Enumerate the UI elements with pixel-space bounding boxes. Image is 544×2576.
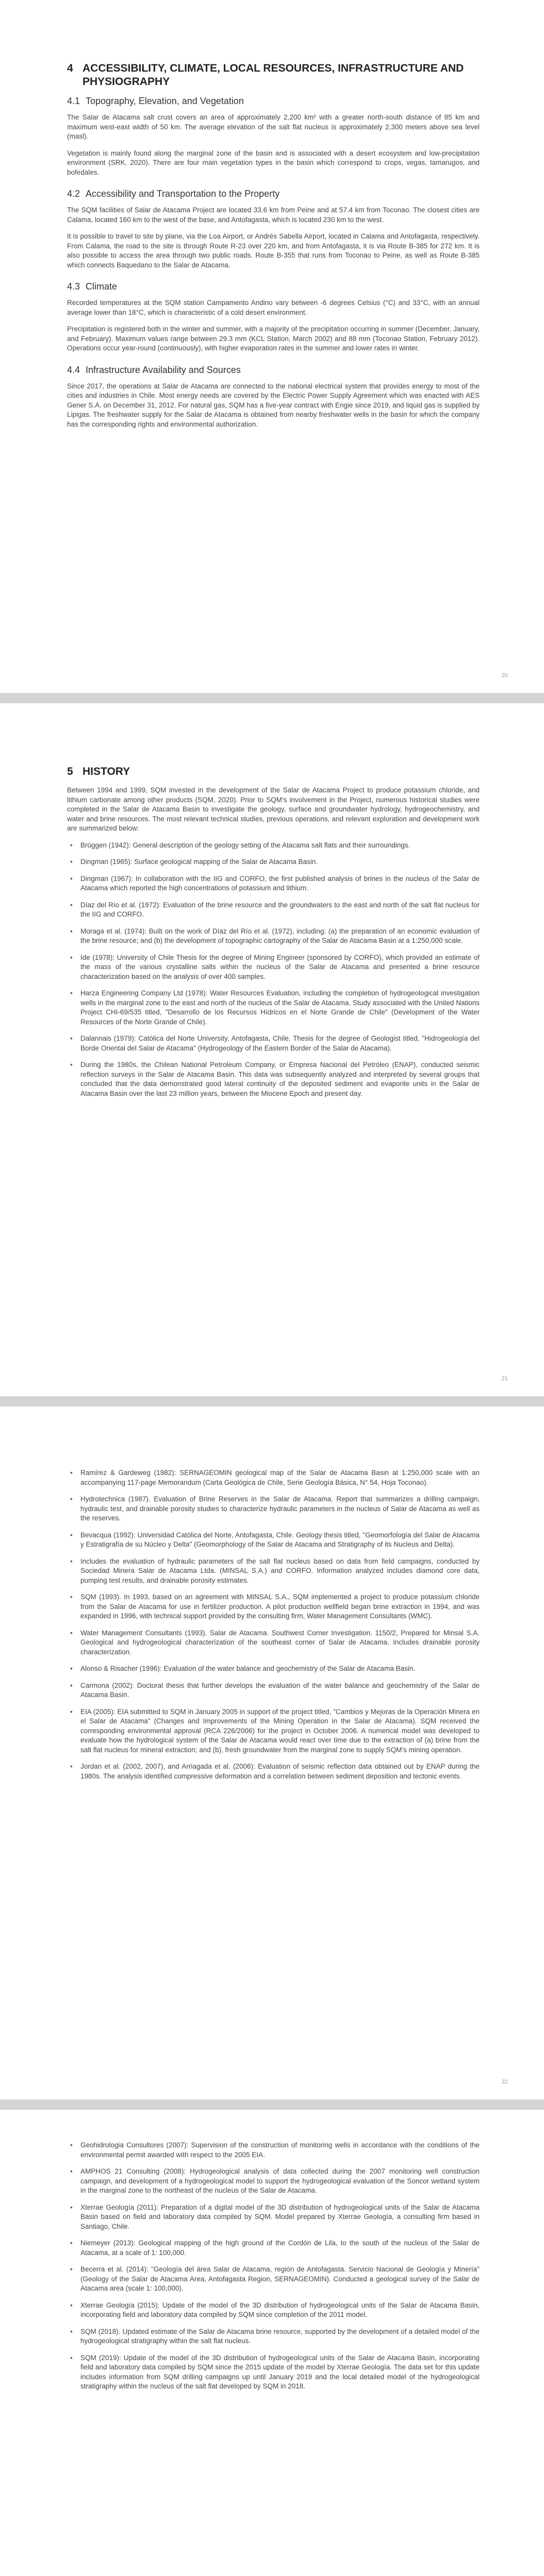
list-item: • Carmona (2002): Doctoral thesis that further develops the evaluation of the water balance and geochemistry of the Salar de Atacama Basin. xyxy=(67,1681,480,1700)
subsection-number: 4.3 xyxy=(67,281,80,292)
list-item: • Moraga et al. (1974): Built on the work of Díaz del Río et al. (1972), including: (a) the preparation of an economic evaluation of the brine resource; and (b) the development of topographic cartography of the Salar de Atacama Basin at a 1:250,000 scale. xyxy=(67,927,480,946)
subsection-number: 4.1 xyxy=(67,96,80,106)
document-page-1 xyxy=(0,0,544,693)
section-4-heading xyxy=(67,62,480,89)
paragraph: Between 1994 and 1999, SQM invested in the development of the Salar de Atacama Project to produce potassium chloride, and lithium carbonate among other products (SQM, 2020). Prior to SQM's involvement in the Project, numerous historical studies were completed in the Salar de Atacama Basin to investigate the geology, surface and groundwater hydrology, hydrogeochemistry, and water and brine resources. The most relevant technical studies, previous operations, and relevant exploration and development work are summarized below: xyxy=(67,786,480,832)
subsection-title: Climate xyxy=(86,281,118,292)
list-item: • Niemeyer (2013): Geological mapping of the high ground of the Cordón de Lila, to the south of the nucleus of the Salar de Atacama, at a scale of 1: 100,000. xyxy=(67,2239,480,2258)
paragraph: Recorded temperatures at the SQM station Campamento Andino vary between -6 degrees Celsius (°C) and 33°C, with an annual average lower than 18°C, which is characteristic of a cold desert environment. xyxy=(67,299,480,316)
document-page-4 xyxy=(0,2110,544,2576)
list-item: • AMPHOS 21 Consulting (2008): Hydrogeological analysis of data collected during the 2007 monitoring well construction campaign, and development of a hydrogeological model to support the hydrogeological evaluation of the Soncor wetland system in the marginal zone to the northeast of the nucleus of the Salar de Atacama. xyxy=(67,2167,480,2196)
list-item: • Dingman (1967): In collaboration with the IIG and CORFO, the first published analysis of brines in the nucleus of the Salar de Atacama which reported the high concentrations of potassium and lithium. xyxy=(67,874,480,893)
section-4-title: ACCESSIBILITY, CLIMATE, LOCAL RESOURCES, INFRASTRUCTURE AND PHYSIOGRAPHY xyxy=(83,62,464,88)
list-item: • Dalannais (1979): Católica del Norte University, Antofagasta, Chile. Thesis for the degree of Geologist titled, "Hidrogeología del Borde Oriental del Salar de Atacama" (Hydrogeology of the Eastern Border of the Salar de Atacama). xyxy=(67,1034,480,1053)
paragraph: Since 2017, the operations at Salar de Atacama are connected to the national electrical system that provides energy to most of the cities and industries in Chile. Most energy needs are covered by the Electric Power Supply Agreement which was enacted with AES Gener S.A. on December 31, 2012. For natural gas, SQM has a five-year contract with Engie since 2019, and liquid gas is supplied by Lipigas. The freshwater supply for the Salar de Atacama is obtained from nearby freshwater wells in the basin for which the company has the corresponding rights and environmental authorization. xyxy=(67,382,480,428)
list-item: • Becerra et al. (2014): "Geología del área Salar de Atacama, región de Antofagasta. Servicio Nacional de Geología y Minería" (Geology of the Salar de Atacama Area, Antofagasta Region, SERNAGEOMIN). Conducted a geological survey of the Salar de Atacama area (scale 1: 100,000). xyxy=(67,2265,480,2294)
subsection-4-2-heading xyxy=(67,189,480,199)
list-item: • Water Management Consultants (1993). Salar de Atacama. Southwest Corner Investigation. 1150/2, Prepared for Minsal S.A. Geological and hydrogeological characterization of the southeast corner of Salar de Atacama. Includes drainable porosity characterization. xyxy=(67,1629,480,1657)
section-5-heading xyxy=(67,765,480,778)
page-number: 21 xyxy=(501,1376,508,1382)
subsection-4-4-heading xyxy=(67,365,480,376)
list-item: • EIA (2005): EIA submitted to SQM in January 2005 in support of the project titled, "Cambios y Mejoras de la Operación Minera en el Salar de Atacama" (Changes and Improvements of the Mining Operation in the Salar de Atacama). SQM received the corresponding environmental approval (RCA 226/2006) for the project in October 2006. A numerical model was developed to evaluate how the hydrological system of the Salar de Atacama would react over time due to the extraction of (a) brine from the salt flat nucleus for mineral extraction; and (b), fresh groundwater from the marginal zone to supply SQM's mining operation. xyxy=(67,1707,480,1755)
list-item: • Xterrae Geología (2011): Preparation of a digital model of the 3D distribution of hydrogeological units of the Salar de Atacama Basin based on field and laboratory data compiled by SQM. Model prepared by Xterrae Geología, a consulting firm based in Santiago, Chile. xyxy=(67,2203,480,2232)
document-page-2 xyxy=(0,703,544,1396)
list-item: • Alonso & Risacher (1996): Evaluation of the water balance and geochemistry of the Salar de Atacama Basin. xyxy=(67,1664,480,1674)
list-item: • Harza Engineering Company Ltd (1978): Water Resources Evaluation, including the completion of hydrogeological investigation wells in the marginal zone to the east and north of the nucleus of the Salar de Atacama. Study associated with the United Nations Project CHI-69/535 titled, "Desarrollo de los Recursos Hídricos en el Norte Grande de Chile" (Development of the Water Resources of the Norte Grande of Chile). xyxy=(67,989,480,1027)
paragraph: Vegetation is mainly found along the marginal zone of the basin and is associated with a desert ecosystem and low-precipitation environment (SRK, 2020). There are four main vegetation types in the basin which correspond to crops, vegas, tamarugos, and bofedales. xyxy=(67,149,480,176)
section-5-number: 5 xyxy=(67,766,73,777)
subsection-4-1-heading xyxy=(67,96,480,107)
paragraph: The Salar de Atacama salt crust covers an area of approximately 2,200 km² with a greater north-south distance of 85 km and maximum west-east width of 50 km. The average elevation of the salt flat nucleus is approximately 2,300 meters above sea level (masl). xyxy=(67,113,480,140)
list-item: • Includes the evaluation of hydraulic parameters of the salt flat nucleus based on data from field campaigns, conducted by Sociedad Minera Salar de Atacama Ltda. (MINSAL S.A.) and CORFO. Information analyzed includes diamond core data, pumping test results, and drainable porosity estimates. xyxy=(67,1557,480,1586)
page-number: 22 xyxy=(501,2079,508,2085)
list-item: • Ramírez & Gardeweg (1982): SERNAGEOMIN geological map of the Salar de Atacama Basin at 1:250,000 scale with an accompanying 117-page Memorandum (Carta Geológica de Chile, Serie Geología Básica, N° 54, Hoja Toconao). xyxy=(67,1468,480,1487)
list-item: • SQM (2019): Update of the model of the 3D distribution of hydrogeological units of the Salar de Atacama Basin, incorporating field and laboratory data compiled by SQM since the 2015 update of the model by Xterrae Geología. The data set for this update includes information from SQM drilling campaigns up until January 2019 and the local detailed model of the hydrogeological stratigraphy within the nucleus of the salt flat developed by SQM in 2018. xyxy=(67,2353,480,2392)
list-item: • Bevacqua (1992): Universidad Católica del Norte, Antofagasta, Chile. Geology thesis titled, "Geomorfología del Salar de Atacama y Estratigrafía de su Núcleo y Delta" (Geomorphology of the Salar de Atacama and Stratigraphy of its Nucleus and Delta). xyxy=(67,1531,480,1550)
subsection-4-3-heading xyxy=(67,281,480,292)
list-item: • Brüggen (1942): General description of the geology setting of the Atacama salt flats and their surroundings. xyxy=(67,841,480,851)
list-item: • Dingman (1965): Surface geological mapping of the Salar de Atacama Basin. xyxy=(67,857,480,867)
list-item: • Geohidrologia Consultores (2007): Supervision of the construction of monitoring wells in accordance with the conditions of the environmental permit awarded with respect to the 2005 EIA. xyxy=(67,2141,480,2160)
list-item: • Díaz del Río et al. (1972): Evaluation of the brine resource and the groundwaters to the east and north of the salt flat nucleus for the IIG and CORFO. xyxy=(67,901,480,920)
page-2-content xyxy=(67,765,480,1106)
list-item: • Xterrae Geología (2015): Update of the model of the 3D distribution of hydrogeological units of the Salar de Atacama Basin, incorporating field and laboratory data compiled by SQM since completion of the 2011 model. xyxy=(67,2301,480,2320)
history-bullet-list xyxy=(67,2141,480,2392)
document-page-3 xyxy=(0,1406,544,2099)
page-number: 20 xyxy=(501,672,508,679)
list-item: • During the 1980s, the Chilean National Petroleum Company, or Empresa Nacional del Petróleo (ENAP), conducted seismic reflection surveys in the Salar de Atacama Basin. This data was subsequently analyzed and interpreted by several groups that concluded that the data demonstrated good lateral continuity of the deposited sediment and evaporite units in the Salar de Atacama Basin over the last 23 million years, between the Miocene Epoch and present day. xyxy=(67,1060,480,1098)
paragraph: Precipitation is registered both in the winter and summer, with a majority of the precipitation occurring in summer (December, January, and February). Maximum values range between 29.3 mm (KCL Station, March 2002) and 88 mm (Toconao Station, February 2012). Operations occur year-round (continuously), with higher evaporation rates in the summer and lower rates in winter. xyxy=(67,325,480,352)
subsection-number: 4.4 xyxy=(67,364,80,375)
page-4-content xyxy=(67,2141,480,2399)
section-5-title: HISTORY xyxy=(83,766,130,777)
section-4-number: 4 xyxy=(67,62,73,74)
subsection-title: Topography, Elevation, and Vegetation xyxy=(86,96,244,106)
subsection-title: Accessibility and Transportation to the Property xyxy=(86,189,280,199)
list-item: • Jordan et al. (2002, 2007), and Arriagada et al. (2006): Evaluation of seismic reflection data obtained out by ENAP during the 1980s. The analysis identified compressive deformation and a correlation between sediment deposition and tectonic events. xyxy=(67,1762,480,1781)
list-item: • SQM (1993). In 1993, based on an agreement with MINSAL S.A., SQM implemented a project to produce potassium chloride from the Salar de Atacama for use in fertilizer production. A pilot production wellfield began brine extraction in 1994, and was expanded in 1996, with technical support provided by the consulting firm, Water Management Consultants (WMC). xyxy=(67,1592,480,1621)
list-item: • Ide (1978): University of Chile Thesis for the degree of Mining Engineer (sponsored by CORFO), which provided an estimate of the mass of the various crystalline salts within the nucleus of the Salar de Atacama and presented a brine resource characterization based on the analysis of over 400 samples. xyxy=(67,953,480,982)
history-bullet-list xyxy=(67,1468,480,1781)
paragraph: It is possible to travel to site by plane, via the Loa Airport, or Andrés Sabella Airport, located in Calama and Antofagasta, respectively. From Calama, the road to the site is through Route R-23 over 220 km, and from Antofagasta, it is via Route B-385 for 272 km. It is also possible to access the area through two public roads. Route B-355 that runs from Toconao to Peine, as well as Route B-385 which connects Baquedano to the Salar de Atacama. xyxy=(67,232,480,269)
paragraph: The SQM facilities of Salar de Atacama Project are located 33.6 km from Peine and at 57.4 km from Toconao. The closest cities are Calama, located 160 km to the west of the base, and Antofagasta, which is located 230 km to the west. xyxy=(67,206,480,224)
page-3-content xyxy=(67,1468,480,1788)
list-item: • Hydrotechnica (1987). Evaluation of Brine Reserves in the Salar de Atacama. Report that summarizes a drilling campaign, hydraulic test, and drainable porosity studies to characterize hydraulic parameters in the nucleus of Salar de Atacama as well as the reserves. xyxy=(67,1495,480,1523)
list-item: • SQM (2018). Updated estimate of the Salar de Atacama brine resource, supported by the development of a detailed model of the hydrogeological stratigraphy within the salt flat nucleus. xyxy=(67,2327,480,2346)
subsection-title: Infrastructure Availability and Sources xyxy=(86,364,241,375)
page-1-content xyxy=(67,62,480,436)
subsection-number: 4.2 xyxy=(67,189,80,199)
history-bullet-list xyxy=(67,841,480,1099)
